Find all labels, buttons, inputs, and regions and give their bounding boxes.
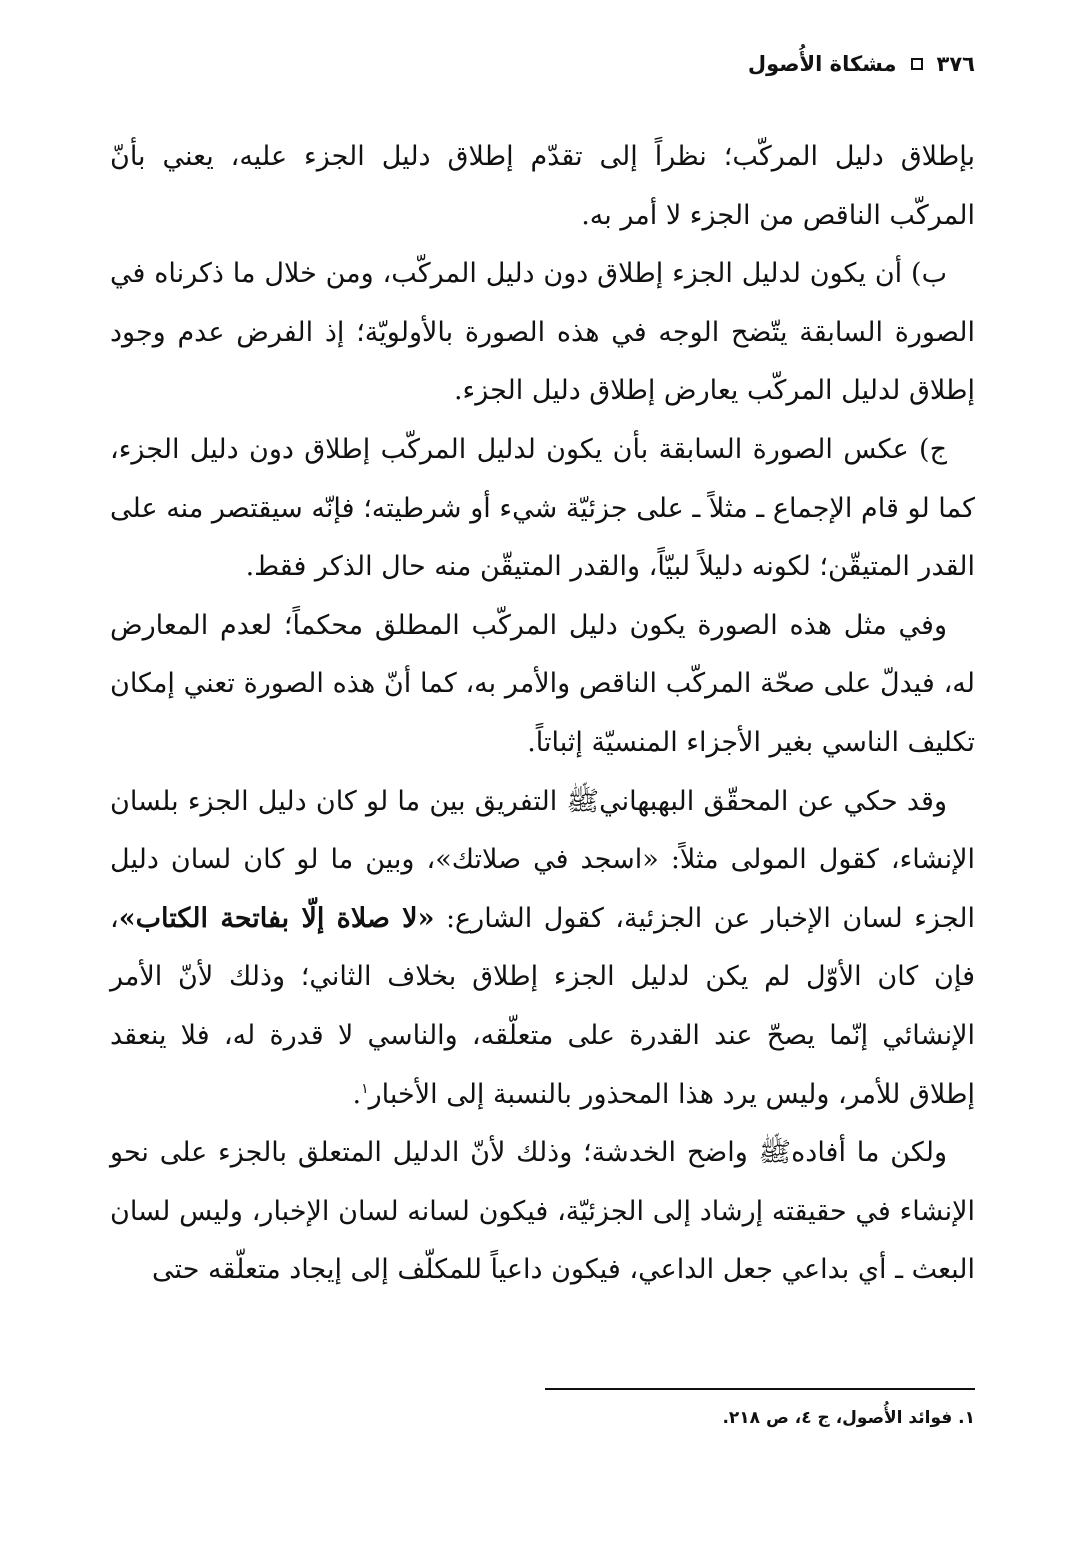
paragraph-4: وفي مثل هذه الصورة يكون دليل المركّب المطلق محكماً؛ لعدم المعارض له، فيدلّ على صحّة المركّب الناقص والأمر به، كما أنّ هذه الصورة تعني إمكان تكليف الناسي بغير الأجزاء المنسيّة إثباتاً.	[110, 609, 975, 758]
paragraph-5-part-b: ، فإن كان الأوّل لم يكن لدليل الجزء إطلاق بخلاف الثاني؛ وذلك لأنّ الأمر الإنشائي إنّما يصحّ عند القدرة على متعلّقه، والناسي لا قدرة له، فلا ينعقد إطلاق للأمر، وليس يرد هذا المحذور بالنسبة إلى الأخبار	[110, 902, 975, 1110]
paragraph-5	[110, 773, 975, 1125]
paragraph-2: ب) أن يكون لدليل الجزء إطلاق دون دليل المركّب، ومن خلال ما ذكرناه في الصورة السابقة يتّضح الوجه في هذه الصورة بالأولويّة؛ إذ الفرض عدم وجود إطلاق لدليل المركّب يعارض إطلاق دليل الجزء.	[110, 258, 975, 407]
body-text	[110, 128, 975, 1300]
paragraph-5-part-a: وقد حكي عن المحقّق البهبهانيﷺ التفريق بين ما لو كان دليل الجزء بلسان الإنشاء، كقول المولى مثلاً: «اسجد في صلاتك»، وبين ما لو كان لسان دليل الجزء لسان الإخبار عن الجزئية، كقول الشارع:	[110, 785, 975, 934]
book-title: مشكاة الأُصول	[747, 52, 897, 76]
hadith-quote: «لا صلاة إلّا بفاتحة الكتاب»	[118, 902, 435, 934]
paragraph-1: بإطلاق دليل المركّب؛ نظراً إلى تقدّم إطلاق دليل الجزء عليه، يعني بأنّ المركّب الناقص من الجزء لا أمر به.	[110, 141, 975, 231]
footnote-marker[interactable]: ١	[361, 1080, 369, 1097]
paragraph-5-end: .	[352, 1078, 362, 1110]
page-number: ٣٧٦	[936, 52, 975, 76]
paragraph-3: ج) عكس الصورة السابقة بأن يكون لدليل المركّب إطلاق دون دليل الجزء، كما لو قام الإجماع ـ مثلاً ـ على جزئيّة شيء أو شرطيته؛ فإنّه سيقتصر منه على القدر المتيقّن؛ لكونه دليلاً لبيّاً، والقدر المتيقّن منه حال الذكر فقط.	[110, 433, 975, 583]
square-separator-icon	[911, 58, 923, 70]
footnote: ١. فوائد الأُصول، ج ٤، ص ٢١٨.	[722, 1408, 975, 1428]
paragraph-6: ولكن ما أفادهﷺ واضح الخدشة؛ وذلك لأنّ الدليل المتعلق بالجزء على نحو الإنشاء في حقيقته إرشاد إلى الجزئيّة، فيكون لسانه لسان الإخبار، وليس لسان البعث ـ أي بداعي جعل الداعي، فيكون داعياً للمكلّف إلى إيجاد متعلّقه حتى	[110, 1137, 975, 1286]
footnote-divider	[545, 1388, 975, 1390]
running-header	[748, 52, 975, 76]
